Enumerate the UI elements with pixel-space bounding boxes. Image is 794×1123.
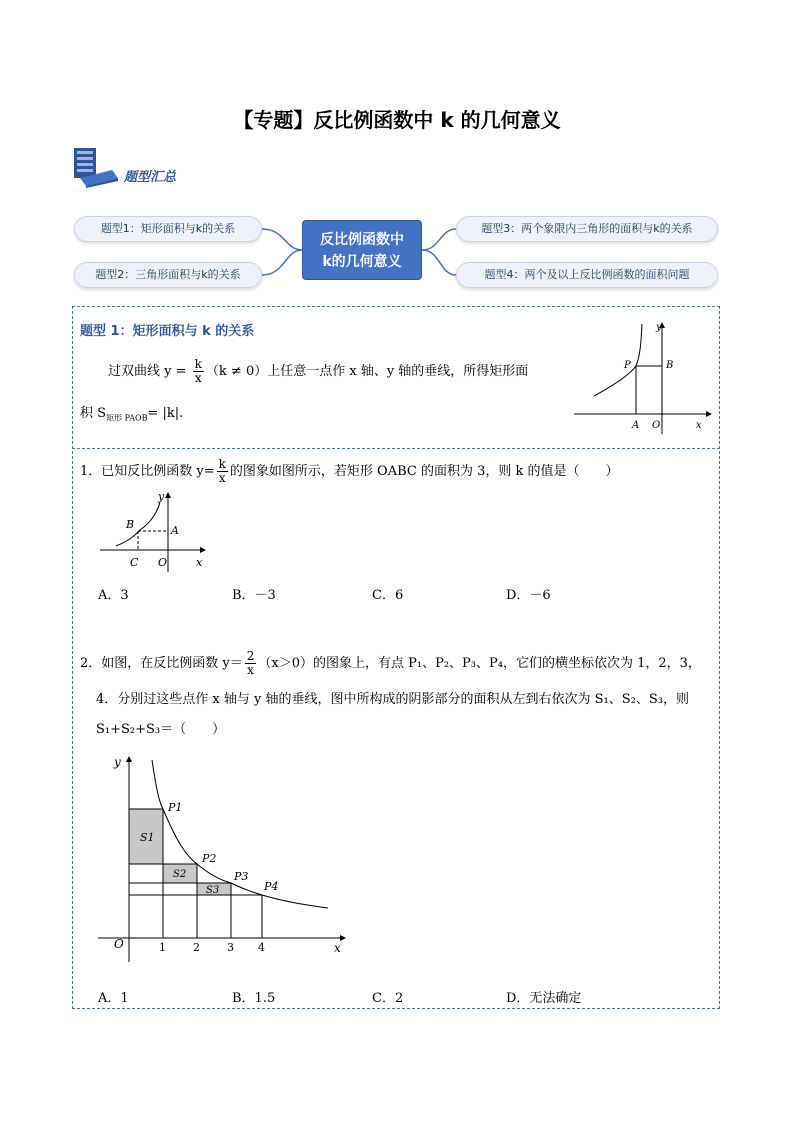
intro-frac-num: k <box>194 357 202 371</box>
q2-frac-den: x <box>247 663 254 677</box>
q1-x-arrow <box>200 547 206 553</box>
q1-frac-num: k <box>218 457 226 471</box>
q2-frac-num: 2 <box>246 649 255 663</box>
q2-area-label-s1: S1 <box>140 831 155 844</box>
section1-intro <box>108 358 558 385</box>
intro-sub: 矩形 PAOB <box>106 413 148 423</box>
q2-label-x: x <box>334 941 341 955</box>
s1-label-O: O <box>652 420 661 431</box>
s1-curve <box>594 324 642 396</box>
q1-option-a: A．3 <box>98 588 129 603</box>
q2-option-a: A．1 <box>98 991 129 1006</box>
q2-line2: 4．分别过这些点作 x 轴与 y 轴的垂线，图中所构成的阴影部分的面积从左到右依次为 S₁、S₂、S₃，则 <box>96 692 689 707</box>
intro-part-b: （k ≠ 0）上任意一点作 x 轴、y 轴的垂线，所得矩形面 <box>205 364 529 379</box>
q1-label-C: C <box>130 556 139 569</box>
mindmap-center <box>302 220 422 280</box>
q1-label-x: x <box>196 556 203 569</box>
page-title: 【专题】反比例函数中 k 的几何意义 <box>233 108 561 132</box>
type2-pill: 题型2：三角形面积与k的关系 <box>74 262 262 288</box>
q2-tick-4: 4 <box>258 941 265 954</box>
section1-figure <box>566 316 716 442</box>
q1-label-O: O <box>158 556 168 569</box>
center-line-2: k的几何意义 <box>322 254 402 270</box>
type3-pill: 题型3：两个象限内三角形的面积与k的关系 <box>456 216 718 242</box>
s1-label-x: x <box>696 420 702 431</box>
q2-label-y: y <box>114 755 121 769</box>
q2-y-arrow <box>126 756 132 762</box>
q1-y-arrow <box>165 492 171 498</box>
q2-option-b: B．1.5 <box>232 991 276 1006</box>
q1-option-c: C．6 <box>372 588 404 603</box>
summary-label: 题型汇总 <box>124 170 177 185</box>
q2-tick-3: 3 <box>227 941 234 954</box>
section-divider <box>72 448 720 449</box>
q2-x-arrow <box>340 935 346 941</box>
q1-label-y: y <box>158 490 165 503</box>
q1-fraction <box>217 458 228 485</box>
q1-option-d: D．－6 <box>506 588 551 603</box>
intro-part-c: 积 S <box>80 406 107 421</box>
q2-label-o: O <box>114 937 124 951</box>
q2-line1 <box>80 650 720 677</box>
q2-point-p1: P1 <box>168 801 183 814</box>
q2-point-p3: P3 <box>234 870 249 883</box>
q2-area-label-s3: S3 <box>206 885 220 896</box>
q1-figure <box>96 488 214 574</box>
intro-fraction <box>193 358 204 385</box>
q2-line3: S₁+S₂+S₃＝（ ） <box>96 722 226 737</box>
q2-line1-b: （x＞0）的图象上，有点 P₁、P₂、P₃、P₄，它们的横坐标依次为 1，2，3， <box>258 656 701 671</box>
q1-label-B: B <box>126 518 135 531</box>
s1-label-P: P <box>624 360 631 371</box>
intro-part-a: 过双曲线 y = <box>108 364 191 379</box>
q2-option-d: D．无法确定 <box>506 991 582 1006</box>
q2-option-c: C．2 <box>372 991 404 1006</box>
center-line-1: 反比例函数中 <box>320 232 404 248</box>
section1-intro-line2 <box>80 404 183 429</box>
q2-curve <box>152 760 328 908</box>
q1-stem <box>80 458 710 485</box>
intro-part-d: = |k|. <box>147 406 184 421</box>
section1-heading: 题型 1：矩形面积与 k 的关系 <box>80 324 255 339</box>
q1-label-A: A <box>171 524 179 537</box>
q1-option-b: B．－3 <box>232 588 276 603</box>
q1-frac-den: x <box>218 471 226 485</box>
q2-line1-a: 2．如图，在反比例函数 y＝ <box>80 656 243 671</box>
q2-tick-1: 1 <box>159 941 166 954</box>
s1-rectangle <box>636 366 662 414</box>
q1-text-a: 1．已知反比例函数 y= <box>80 464 215 479</box>
q2-figure <box>96 752 352 974</box>
q1-curve <box>116 502 160 546</box>
q2-point-p4: P4 <box>264 880 279 893</box>
s1-label-B: B <box>666 360 674 371</box>
s1-label-A: A <box>632 420 640 431</box>
q2-tick-2: 2 <box>193 941 200 954</box>
q2-area-label-s2: S2 <box>173 869 187 880</box>
type4-pill: 题型4：两个及以上反比例函数的面积问题 <box>456 262 718 288</box>
s1-label-y: y <box>656 322 662 333</box>
q2-fraction <box>245 650 257 677</box>
type1-pill: 题型1：矩形面积与k的关系 <box>74 216 262 242</box>
q2-point-p2: P2 <box>202 852 217 865</box>
q1-text-b: 的图象如图所示，若矩形 OABC 的面积为 3，则 k 的值是（ ） <box>229 464 619 479</box>
intro-frac-den: x <box>194 371 202 385</box>
s1-x-arrow <box>706 411 712 417</box>
